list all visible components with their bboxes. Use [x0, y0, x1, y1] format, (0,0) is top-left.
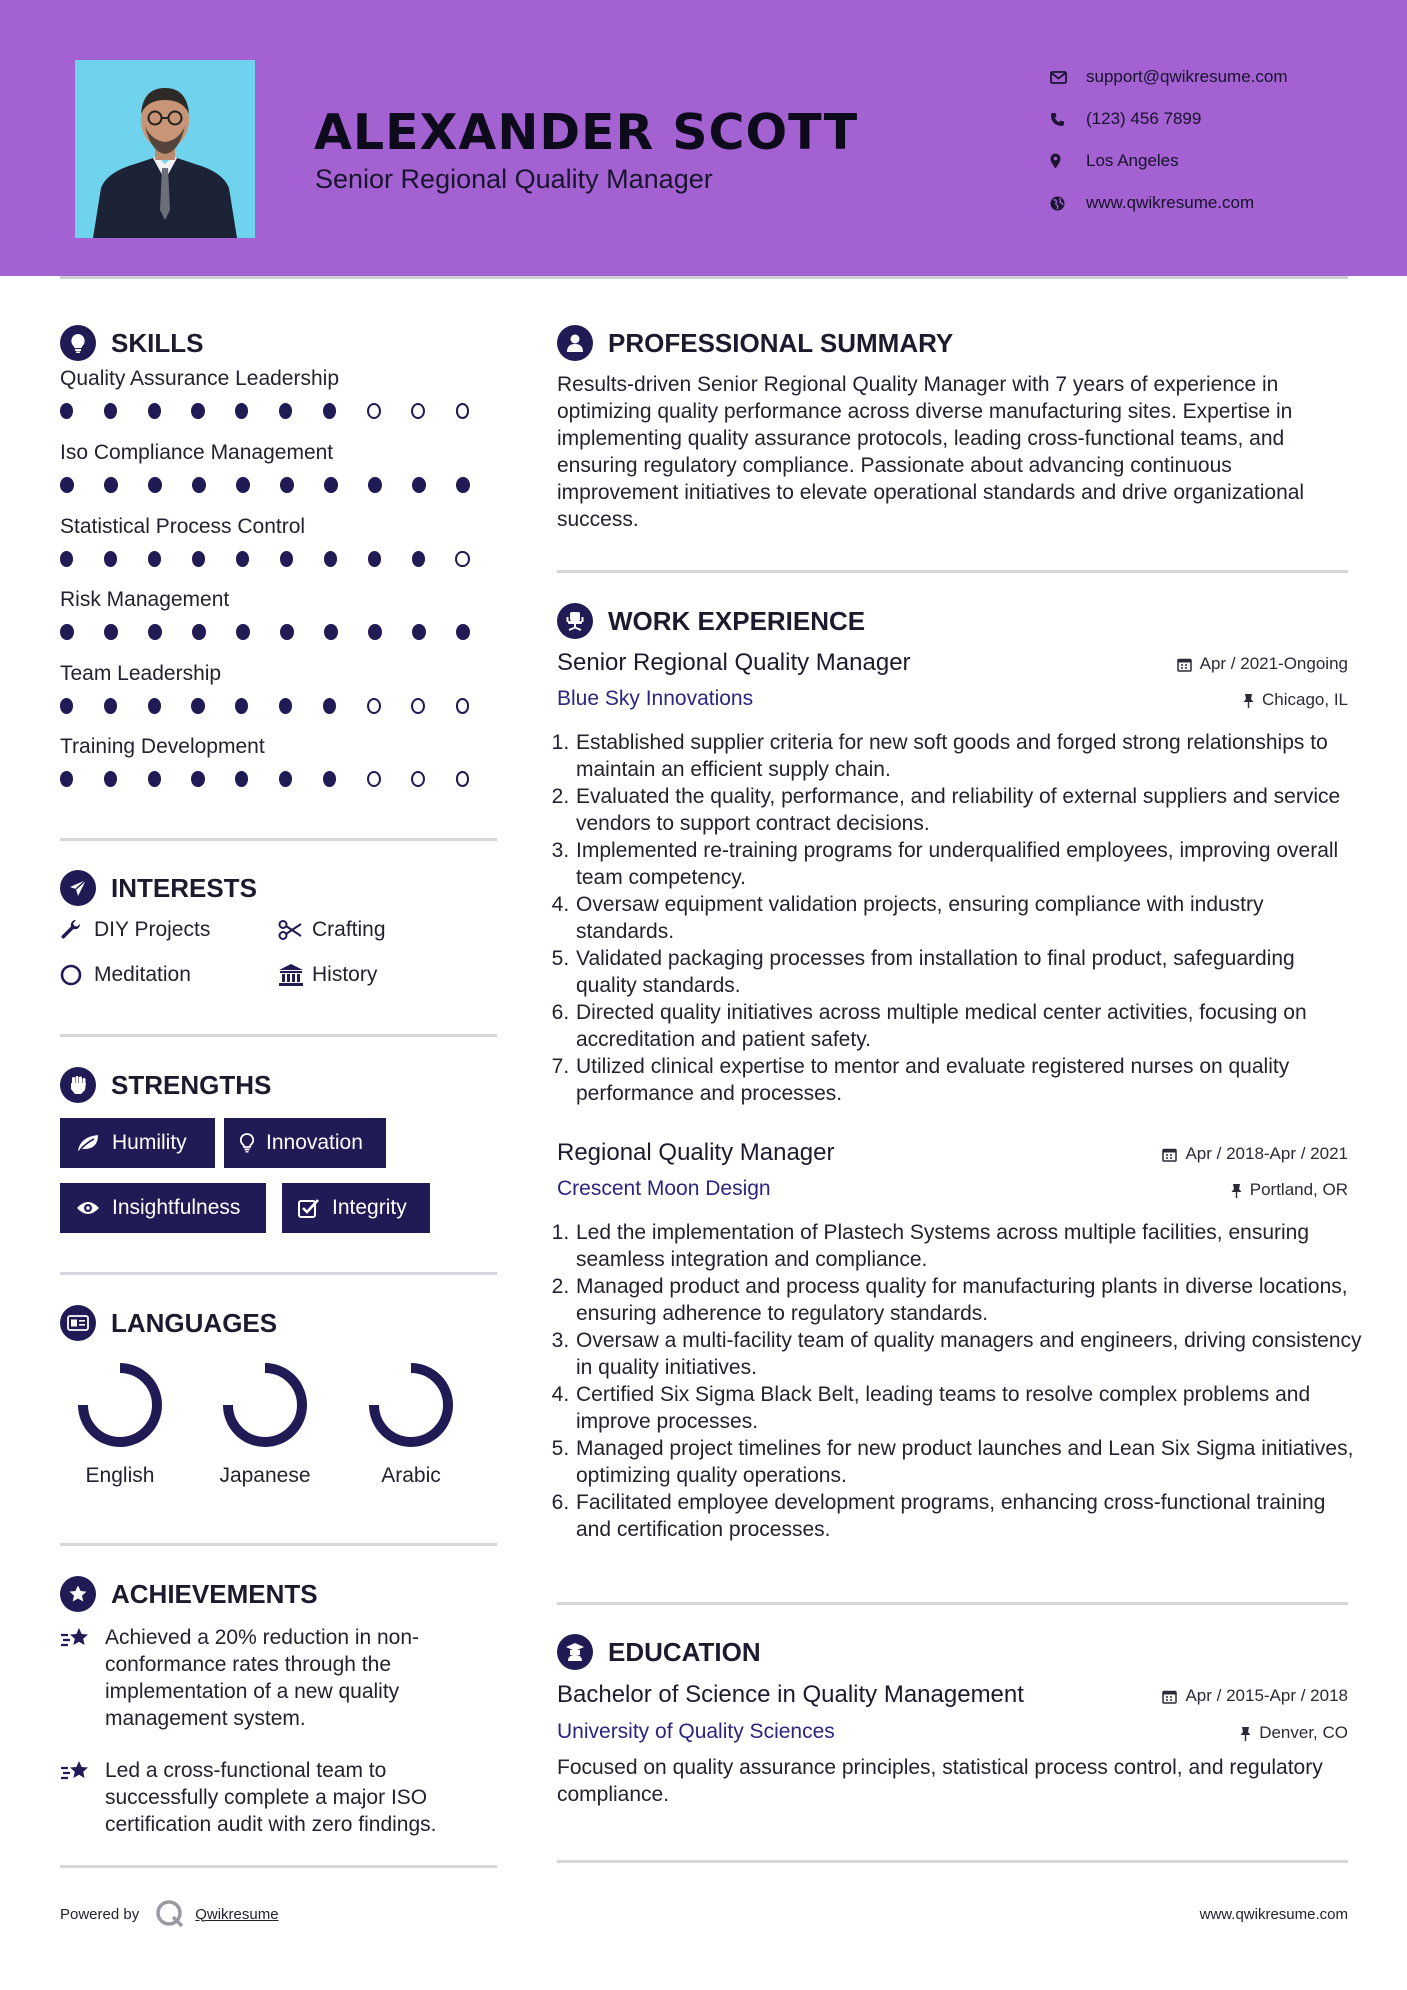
duty-item: 7. Utilized clinical expertise to mentor and evaluate registered nurses on quality performance and processes. — [575, 1053, 1355, 1107]
contact-phone[interactable] — [1050, 98, 1288, 140]
powered-by-text: Powered by — [60, 1905, 140, 1923]
header-divider — [60, 276, 1348, 279]
skill-rating — [60, 477, 500, 493]
rating-dot-filled — [148, 771, 161, 787]
rating-dot-filled — [191, 771, 204, 787]
rating-dot-filled — [323, 698, 336, 714]
rating-dot-filled — [323, 403, 336, 419]
rating-dot-filled — [192, 477, 206, 493]
interest-item — [278, 918, 386, 942]
rating-dot-empty — [411, 403, 425, 419]
rating-dot-filled — [148, 698, 161, 714]
wrench-icon — [60, 919, 94, 941]
section-divider — [60, 1034, 497, 1037]
qwikresume-link[interactable]: Qwikresume — [195, 1905, 279, 1923]
achievements-heading — [60, 1574, 500, 1614]
pushpin-icon — [1231, 1183, 1242, 1198]
rating-dot-empty — [455, 551, 469, 567]
skill-name: Iso Compliance Management — [60, 441, 334, 464]
interest-item — [278, 963, 377, 987]
interest-item — [60, 963, 191, 987]
rating-dot-filled — [412, 477, 426, 493]
strength-label: Insightfulness — [112, 1196, 241, 1219]
profile-photo — [75, 60, 255, 238]
rating-dot-filled — [279, 698, 292, 714]
candidate-name: ALEXANDER SCOTT — [314, 104, 859, 161]
fist-icon — [60, 1067, 96, 1103]
skill-item — [60, 367, 500, 441]
education-section — [557, 1632, 1348, 1832]
rating-dot-filled — [60, 771, 73, 787]
rating-dot-filled — [279, 403, 292, 419]
experience-section — [557, 601, 1362, 1541]
section-divider — [60, 838, 497, 841]
strength-label: Humility — [112, 1131, 187, 1154]
job-location-text: Chicago, IL — [1262, 690, 1348, 709]
section-divider — [557, 570, 1348, 573]
strengths-heading — [60, 1065, 500, 1105]
rating-dot-filled — [60, 551, 73, 567]
summary-text: Results-driven Senior Regional Quality Manager with 7 years of experience in optimizing quality performance across diverse manufacturing sites. Expertise in implementing quality assurance protocols, leading cross-functional teams, and ensuring regulatory compliance. Passionate about advancing continuous improvement initiatives to elevate operational standards and drive organizational success. — [557, 373, 1305, 531]
museum-icon — [278, 963, 312, 987]
rating-dot-filled — [148, 624, 162, 640]
section-divider — [557, 1602, 1348, 1605]
rating-dot-filled — [324, 477, 338, 493]
interests-heading — [60, 868, 500, 908]
strength-label: Innovation — [266, 1131, 363, 1154]
duty-item: 3. Oversaw a multi-facility team of quality managers and engineers, driving consistency in quality initiatives. — [575, 1327, 1365, 1381]
contact-email[interactable] — [1050, 56, 1288, 98]
footer-url[interactable]: www.qwikresume.com — [1199, 1906, 1348, 1923]
rating-dot-empty — [411, 698, 425, 714]
scissors-icon — [278, 920, 312, 940]
achievements-section — [60, 1574, 500, 1834]
duty-item: 6. Facilitated employee development programs, enhancing cross-functional training and certification processes. — [575, 1489, 1365, 1543]
job-company: Crescent Moon Design — [557, 1177, 771, 1200]
contact-location-text: Los Angeles — [1086, 151, 1179, 170]
language-gauge — [364, 1358, 458, 1452]
rating-dot-filled — [368, 477, 382, 493]
skill-name: Team Leadership — [60, 662, 222, 685]
duty-item: 6. Directed quality initiatives across multiple medical center activities, focusing on accreditation and patient safety. — [575, 999, 1355, 1053]
strength-tag — [282, 1183, 430, 1233]
skill-item — [60, 441, 500, 515]
contact-email-text: support@qwikresume.com — [1086, 67, 1288, 86]
strengths-title: STRENGTHS — [111, 1069, 272, 1100]
rating-dot-filled — [235, 698, 248, 714]
education-school: University of Quality Sciences — [557, 1720, 835, 1743]
check-square-icon — [298, 1198, 320, 1218]
rating-dot-filled — [235, 403, 248, 419]
phone-icon — [1050, 112, 1086, 127]
rating-dot-filled — [148, 403, 161, 419]
skill-rating — [60, 403, 500, 419]
rating-dot-filled — [456, 477, 470, 493]
rating-dot-filled — [412, 551, 425, 567]
section-divider — [557, 1860, 1348, 1863]
languages-title: LANGUAGES — [111, 1307, 278, 1338]
section-divider — [60, 1272, 497, 1275]
rating-dot-filled — [280, 551, 293, 567]
rating-dot-filled — [104, 403, 117, 419]
language-item — [205, 1358, 325, 1488]
skill-item — [60, 662, 500, 735]
contact-location — [1050, 140, 1288, 182]
skills-heading — [60, 323, 500, 363]
skill-item — [60, 588, 500, 662]
duty-item: 2. Evaluated the quality, performance, and reliability of external suppliers and service vendors to support contract decisions. — [575, 783, 1355, 837]
office-chair-icon — [557, 603, 593, 639]
rating-dot-filled — [60, 624, 74, 640]
job-location-text: Portland, OR — [1249, 1180, 1348, 1199]
education-location — [1240, 1723, 1348, 1743]
duty-item: 5. Managed project timelines for new product launches and Lean Six Sigma initiatives, optimizing quality operations. — [575, 1435, 1365, 1489]
skill-rating — [60, 624, 500, 640]
interest-item — [60, 918, 210, 942]
skill-rating — [60, 771, 500, 787]
duty-item: 1. Established supplier criteria for new soft goods and forged strong relationships to maintain an efficient supply chain. — [575, 729, 1355, 783]
shooting-star-icon — [60, 1624, 105, 1732]
skill-item — [60, 515, 500, 588]
rating-dot-empty — [367, 403, 381, 419]
duty-item: 5. Validated packaging processes from installation to final product, safeguarding quality standards. — [575, 945, 1355, 999]
interests-title: INTERESTS — [111, 872, 257, 903]
skill-name: Quality Assurance Leadership — [60, 367, 339, 390]
language-label: Japanese — [219, 1464, 311, 1487]
summary-title: PROFESSIONAL SUMMARY — [608, 327, 954, 358]
eye-icon — [76, 1200, 100, 1216]
job-location — [1243, 690, 1348, 710]
lightbulb-icon — [240, 1133, 254, 1153]
job-dates — [1177, 654, 1348, 674]
language-gauge — [73, 1358, 167, 1452]
job-dates — [1162, 1144, 1348, 1164]
language-item — [60, 1358, 180, 1488]
education-heading — [557, 1632, 1348, 1672]
job-title: Senior Regional Quality Manager — [557, 649, 911, 676]
rating-dot-filled — [104, 624, 118, 640]
job-dates-text: Apr / 2018-Apr / 2021 — [1185, 1144, 1348, 1163]
rating-dot-filled — [192, 551, 205, 567]
rating-dot-empty — [456, 403, 470, 419]
skill-name: Risk Management — [60, 588, 230, 611]
rating-dot-empty — [456, 698, 470, 714]
rating-dot-filled — [324, 624, 338, 640]
language-gauge — [218, 1358, 312, 1452]
duty-item: 2. Managed product and process quality for manufacturing plants in diverse locations, ensuring adherence to regulatory standards. — [575, 1273, 1365, 1327]
rating-dot-filled — [323, 771, 336, 787]
skill-rating — [60, 698, 500, 714]
rating-dot-filled — [412, 624, 426, 640]
contact-website-text: www.qwikresume.com — [1086, 193, 1255, 212]
section-divider — [60, 1543, 497, 1546]
map-pin-icon — [1050, 153, 1086, 169]
rating-dot-filled — [368, 624, 382, 640]
interest-label: Crafting — [312, 918, 386, 941]
skill-name: Training Development — [60, 735, 265, 758]
footer-powered-by — [60, 1899, 279, 1929]
calendar-icon — [1162, 1147, 1177, 1162]
globe-icon — [1050, 196, 1086, 211]
rating-dot-filled — [104, 698, 117, 714]
achievement-text: Led a cross-functional team to successfully complete a major ISO certification audit with zero findings. — [105, 1759, 437, 1836]
rating-dot-filled — [192, 624, 206, 640]
education-title: EDUCATION — [608, 1636, 761, 1667]
language-label: English — [85, 1464, 155, 1487]
rating-dot-empty — [456, 771, 470, 787]
strength-label: Integrity — [332, 1196, 407, 1219]
rating-dot-filled — [456, 624, 470, 640]
lightbulb-icon — [60, 325, 96, 361]
education-description: Focused on quality assurance principles, statistical process control, and regulatory compliance. — [557, 1756, 1323, 1806]
section-divider — [60, 1865, 497, 1868]
contact-website[interactable] — [1050, 182, 1288, 224]
skills-section — [60, 323, 500, 795]
interest-label: DIY Projects — [94, 918, 211, 941]
rating-dot-filled — [368, 551, 381, 567]
rating-dot-filled — [236, 477, 250, 493]
envelope-icon — [1050, 71, 1086, 84]
qwikresume-logo-icon — [155, 1899, 185, 1929]
achievement-item — [60, 1624, 470, 1732]
rating-dot-filled — [280, 477, 294, 493]
duty-item: 1. Led the implementation of Plastech Systems across multiple facilities, ensuring seamless integration and compliance. — [575, 1219, 1365, 1273]
skill-rating — [60, 551, 500, 567]
rating-dot-filled — [104, 477, 118, 493]
rating-dot-filled — [191, 698, 204, 714]
rating-dot-filled — [280, 624, 294, 640]
leaf-icon — [76, 1133, 100, 1153]
rating-dot-filled — [236, 624, 250, 640]
rating-dot-filled — [104, 551, 117, 567]
languages-section — [60, 1303, 500, 1503]
circle-icon — [60, 964, 94, 986]
job-company: Blue Sky Innovations — [557, 687, 754, 710]
contact-list — [1050, 56, 1288, 224]
education-degree: Bachelor of Science in Quality Management — [557, 1681, 1024, 1708]
job-duties — [557, 729, 1355, 1107]
experience-title: WORK EXPERIENCE — [608, 605, 866, 636]
skill-item — [60, 735, 500, 795]
achievements-title: ACHIEVEMENTS — [111, 1578, 318, 1609]
pushpin-icon — [1243, 693, 1254, 708]
strengths-section — [60, 1065, 500, 1235]
rating-dot-empty — [367, 771, 381, 787]
language-item — [351, 1358, 471, 1488]
language-label: Arabic — [381, 1464, 441, 1487]
interests-section — [60, 868, 500, 998]
rating-dot-empty — [367, 698, 381, 714]
rating-dot-filled — [60, 403, 73, 419]
interest-label: Meditation — [94, 963, 191, 986]
education-dates-text: Apr / 2015-Apr / 2018 — [1185, 1686, 1348, 1705]
rating-dot-empty — [411, 771, 425, 787]
duty-item: 3. Implemented re-training programs for underqualified employees, improving overall team competency. — [575, 837, 1355, 891]
languages-heading — [60, 1303, 500, 1343]
education-dates — [1162, 1686, 1348, 1706]
rating-dot-filled — [148, 477, 162, 493]
rating-dot-filled — [235, 771, 248, 787]
candidate-title: Senior Regional Quality Manager — [315, 164, 713, 194]
summary-heading — [557, 323, 1347, 363]
job-title: Regional Quality Manager — [557, 1139, 835, 1166]
rating-dot-filled — [191, 403, 204, 419]
language-card-icon — [60, 1305, 96, 1341]
contact-phone-text: (123) 456 7899 — [1086, 109, 1202, 128]
shooting-star-icon — [60, 1757, 105, 1838]
user-icon — [557, 325, 593, 361]
experience-heading — [557, 601, 1348, 641]
job-location — [1231, 1180, 1348, 1200]
achievement-text: Achieved a 20% reduction in non-conformance rates through the implementation of a new quality management system. — [105, 1626, 420, 1730]
job-duties — [557, 1219, 1365, 1543]
rating-dot-filled — [104, 771, 117, 787]
calendar-icon — [1177, 657, 1192, 672]
rating-dot-filled — [60, 698, 73, 714]
rating-dot-filled — [148, 551, 161, 567]
strength-tag — [224, 1118, 386, 1168]
interest-label: History — [312, 963, 378, 986]
rating-dot-filled — [236, 551, 249, 567]
education-location-text: Denver, CO — [1259, 1723, 1348, 1742]
duty-item: 4. Oversaw equipment validation projects, ensuring compliance with industry standards. — [575, 891, 1355, 945]
skills-title: SKILLS — [111, 327, 204, 358]
skill-name: Statistical Process Control — [60, 515, 306, 538]
rating-dot-filled — [324, 551, 337, 567]
duty-item: 4. Certified Six Sigma Black Belt, leading teams to resolve complex problems and improve processes. — [575, 1381, 1365, 1435]
pushpin-icon — [1240, 1726, 1251, 1741]
graduate-icon — [557, 1634, 593, 1670]
job-dates-text: Apr / 2021-Ongoing — [1199, 654, 1348, 673]
summary-section — [557, 323, 1347, 533]
calendar-icon — [1162, 1689, 1177, 1704]
header-band — [0, 0, 1407, 276]
star-badge-icon — [60, 1576, 96, 1612]
strength-tag — [60, 1183, 266, 1233]
strength-tag — [60, 1118, 215, 1168]
paper-plane-icon — [60, 870, 96, 906]
rating-dot-filled — [60, 477, 74, 493]
achievement-item — [60, 1757, 500, 1838]
rating-dot-filled — [279, 771, 292, 787]
skills-list — [60, 367, 500, 795]
